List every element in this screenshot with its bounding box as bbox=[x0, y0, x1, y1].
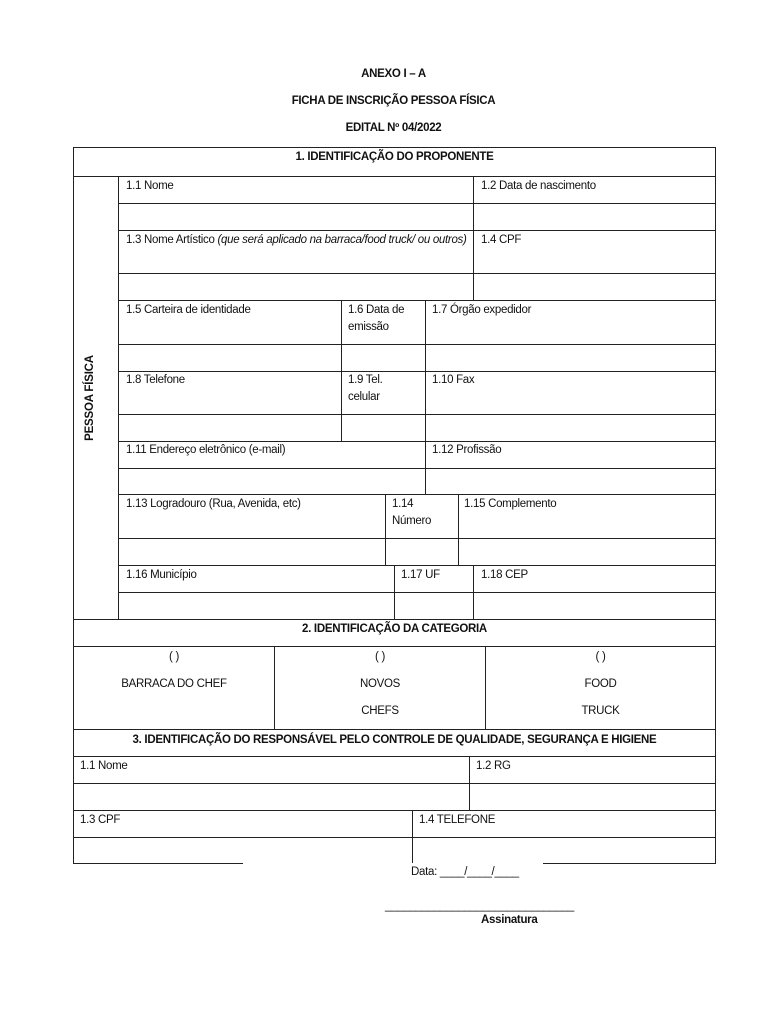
label-data-emissao: 1.6 Data de emissão bbox=[348, 304, 405, 333]
label-resp-telefone: 1.4 TELEFONE bbox=[419, 814, 496, 826]
label-orgao-expedidor: 1.7 Órgão expedidor bbox=[432, 304, 532, 316]
checkbox-novos-chefs[interactable]: ( ) bbox=[375, 651, 385, 663]
input-orgao-expedidor[interactable] bbox=[426, 345, 715, 371]
input-data-nascimento[interactable] bbox=[474, 204, 715, 230]
edital-number: EDITAL Nº 04/2022 bbox=[345, 122, 442, 134]
label-complemento: 1.15 Complemento bbox=[464, 498, 557, 510]
label-nome: 1.1 Nome bbox=[126, 180, 174, 192]
section3-title: 3. IDENTIFICAÇÃO DO RESPONSÁVEL PELO CONTROLE DE QUALIDADE, SEGURANÇA E HIGIENE bbox=[132, 734, 657, 746]
input-municipio[interactable] bbox=[119, 593, 394, 619]
input-nome[interactable] bbox=[119, 204, 473, 230]
input-profissao[interactable] bbox=[426, 469, 715, 494]
label-tel-celular: 1.9 Tel. celular bbox=[348, 374, 383, 403]
input-logradouro[interactable] bbox=[119, 539, 385, 565]
label-nome-artistico-text: 1.3 Nome Artístico bbox=[126, 234, 215, 246]
date-field[interactable]: Data: ____/____/____ bbox=[411, 866, 519, 878]
input-nome-artistico[interactable] bbox=[119, 274, 715, 300]
label-nome-artistico bbox=[126, 232, 470, 249]
input-carteira-identidade[interactable] bbox=[119, 345, 341, 371]
label-municipio: 1.16 Município bbox=[126, 569, 197, 581]
input-numero[interactable] bbox=[386, 539, 458, 565]
input-resp-cpf[interactable] bbox=[74, 838, 412, 863]
label-carteira-identidade: 1.5 Carteira de identidade bbox=[126, 304, 251, 316]
label-cpf: 1.4 CPF bbox=[481, 234, 522, 246]
section2-title: 2. IDENTIFICAÇÃO DA CATEGORIA bbox=[302, 623, 487, 635]
input-cep[interactable] bbox=[474, 593, 715, 619]
label-nome-artistico-note: (que será aplicado na barraca/food truck/ ou outros) bbox=[217, 234, 467, 246]
option-barraca-do-chef: BARRACA DO CHEF bbox=[121, 678, 227, 690]
input-resp-telefone[interactable] bbox=[413, 838, 715, 863]
label-uf: 1.17 UF bbox=[401, 569, 440, 581]
form-title: FICHA DE INSCRIÇÃO PESSOA FÍSICA bbox=[291, 95, 496, 107]
label-profissao: 1.12 Profissão bbox=[432, 444, 502, 456]
label-email: 1.11 Endereço eletrônico (e-mail) bbox=[126, 444, 286, 456]
label-telefone: 1.8 Telefone bbox=[126, 374, 185, 386]
input-data-emissao[interactable] bbox=[342, 345, 425, 371]
label-resp-nome: 1.1 Nome bbox=[80, 760, 128, 772]
label-fax: 1.10 Fax bbox=[432, 374, 475, 386]
section1-title: 1. IDENTIFICAÇÃO DO PROPONENTE bbox=[295, 151, 494, 163]
input-tel-celular[interactable] bbox=[342, 415, 425, 441]
option-food-truck-line1: FOOD bbox=[584, 678, 617, 690]
label-numero: 1.14 Número bbox=[392, 498, 432, 527]
side-label-pessoa-fisica: PESSOA FÍSICA bbox=[84, 355, 96, 441]
label-resp-rg: 1.2 RG bbox=[476, 760, 511, 772]
annex-title: ANEXO I – A bbox=[361, 68, 426, 80]
signature-label: Assinatura bbox=[481, 914, 538, 926]
input-resp-rg[interactable] bbox=[470, 784, 715, 810]
label-data-nascimento: 1.2 Data de nascimento bbox=[481, 180, 596, 192]
option-novos-chefs-line1: NOVOS bbox=[359, 678, 401, 690]
label-logradouro: 1.13 Logradouro (Rua, Avenida, etc) bbox=[126, 498, 301, 510]
option-novos-chefs-line2: CHEFS bbox=[361, 705, 399, 717]
input-telefone[interactable] bbox=[119, 415, 341, 441]
signature-line[interactable]: _______________________________ bbox=[385, 900, 574, 912]
option-food-truck-line2: TRUCK bbox=[581, 705, 620, 717]
checkbox-food-truck[interactable]: ( ) bbox=[595, 651, 606, 663]
input-uf[interactable] bbox=[395, 593, 473, 619]
label-resp-cpf: 1.3 CPF bbox=[80, 814, 121, 826]
input-resp-nome[interactable] bbox=[74, 784, 469, 810]
input-complemento[interactable] bbox=[459, 539, 715, 565]
label-cep: 1.18 CEP bbox=[481, 569, 528, 581]
input-email[interactable] bbox=[119, 469, 425, 494]
checkbox-barraca-do-chef[interactable]: ( ) bbox=[169, 651, 179, 663]
